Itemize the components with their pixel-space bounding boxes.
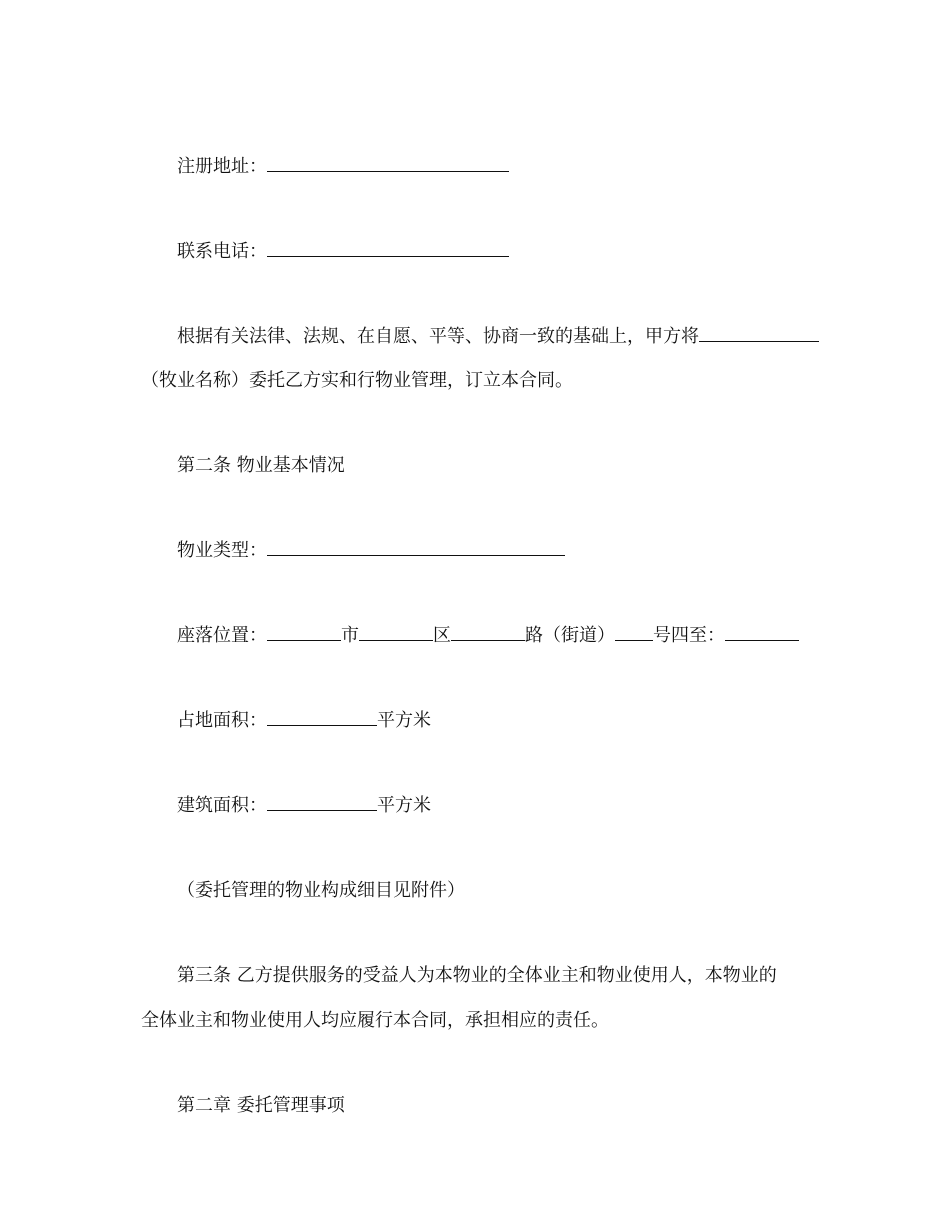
article-2-title: [177, 454, 345, 478]
registered-address-blank[interactable]: [267, 155, 509, 172]
article-3-line-2: [141, 1009, 609, 1033]
article-3-text-2: 全体业主和物业使用人均应履行本合同，承担相应的责任。: [141, 1010, 609, 1031]
land-area-unit: 平方米: [377, 710, 431, 731]
phone-label: 联系电话：: [177, 241, 267, 262]
land-area-blank[interactable]: [267, 709, 377, 726]
property-type-label: 物业类型：: [177, 540, 267, 561]
attachment-note-line: [177, 879, 465, 903]
building-area-line: [177, 794, 431, 818]
intro-line-2: [141, 369, 573, 393]
building-area-label: 建筑面积：: [177, 795, 267, 816]
location-label: 座落位置：: [177, 625, 267, 646]
road-blank[interactable]: [451, 624, 525, 641]
property-type-line: [177, 539, 565, 563]
phone-line: [177, 240, 509, 264]
road-label: 路（街道）: [525, 625, 615, 646]
building-area-unit: 平方米: [377, 795, 431, 816]
land-area-line: [177, 709, 431, 733]
property-name-blank[interactable]: [699, 325, 819, 342]
district-label: 区: [433, 625, 451, 646]
phone-blank[interactable]: [267, 240, 509, 257]
article-3-text-1: 第三条 乙方提供服务的受益人为本物业的全体业主和物业使用人，本物业的: [177, 965, 777, 986]
city-blank[interactable]: [267, 624, 341, 641]
intro-text-1: 根据有关法律、法规、在自愿、平等、协商一致的基础上，甲方将: [177, 326, 699, 347]
number-blank[interactable]: [615, 624, 653, 641]
registered-address-label: 注册地址：: [177, 156, 267, 177]
city-label: 市: [341, 625, 359, 646]
registered-address-line: [177, 155, 509, 179]
building-area-blank[interactable]: [267, 794, 377, 811]
district-blank[interactable]: [359, 624, 433, 641]
chapter-2-title-text: 第二章 委托管理事项: [177, 1095, 345, 1116]
article-3-line-1: [177, 964, 777, 988]
location-line: [177, 624, 799, 648]
article-2-title-text: 第二条 物业基本情况: [177, 455, 345, 476]
land-area-label: 占地面积：: [177, 710, 267, 731]
intro-line-1: [177, 325, 819, 349]
chapter-2-title: [177, 1094, 345, 1118]
property-type-blank[interactable]: [267, 539, 565, 556]
boundaries-blank[interactable]: [725, 624, 799, 641]
attachment-note: （委托管理的物业构成细目见附件）: [177, 880, 465, 901]
number-label: 号四至：: [653, 625, 725, 646]
intro-text-2: （牧业名称）委托乙方实和行物业管理，订立本合同。: [141, 370, 573, 391]
